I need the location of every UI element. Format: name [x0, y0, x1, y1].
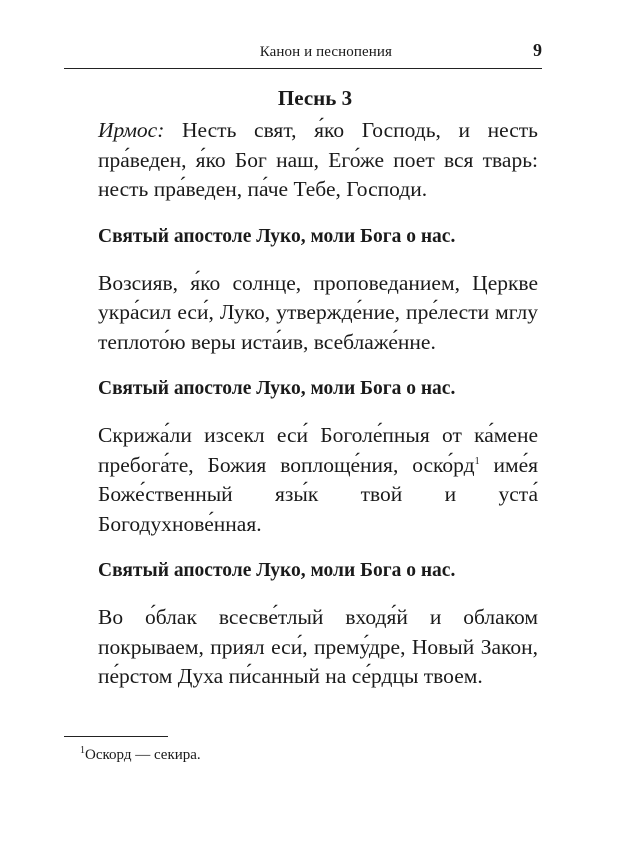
footnote	[80, 745, 201, 764]
footnote-marker: 1	[80, 745, 85, 756]
header-title: Канон и песнопения	[259, 44, 392, 60]
stanza-2-tail: име́я Боже́ственный язы́к твой и уста́ Богодухнове́нная.	[98, 452, 539, 536]
footnote-reference[interactable]: 1	[474, 455, 480, 467]
page-body	[98, 82, 538, 692]
irmos-label: Ирмос:	[98, 118, 165, 142]
stanza-1: Возсияв, я́ко солнце, проповеданием, Церкве укра́сил еси́, Луко, утвержде́ние, пре́лести мглу теплото́ю веры иста́ив, всеблаже́нне.	[98, 270, 538, 354]
stanza-3: Во о́блак всесве́тлый входя́й и облаком покрываем, приял еси́, прему́дре, Новый Закон, пе́рстом Духа пи́санный на се́рдцы твоем.	[98, 605, 538, 688]
running-header	[64, 38, 542, 69]
stanza-2	[98, 421, 538, 539]
refrain-2: Святый апостоле Луко, моли Бога о нас.	[98, 378, 456, 399]
refrain-1: Святый апостоле Луко, моли Бога о нас.	[98, 225, 456, 247]
page-number: 9	[533, 40, 542, 60]
irmos-text: Несть свят, я́ко Господь, и несть пра́веден, я́ко Бог наш, Его́же поет вся тварь: несть пра́веден, па́че Тебе, Господи.	[98, 118, 538, 201]
stanza-2-text: Скрижа́ли изсекл еси́ Боголе́пныя от ка́мене пребога́те, Божия воплоще́ния, оско́рд	[98, 423, 538, 477]
footnote-divider	[64, 736, 168, 737]
irmos-stanza	[98, 116, 538, 205]
refrain-3: Святый апостоле Луко, моли Бога о нас.	[98, 560, 456, 581]
song-title: Песнь 3	[277, 86, 353, 110]
footnote-text: Оскорд — секира.	[85, 747, 201, 763]
